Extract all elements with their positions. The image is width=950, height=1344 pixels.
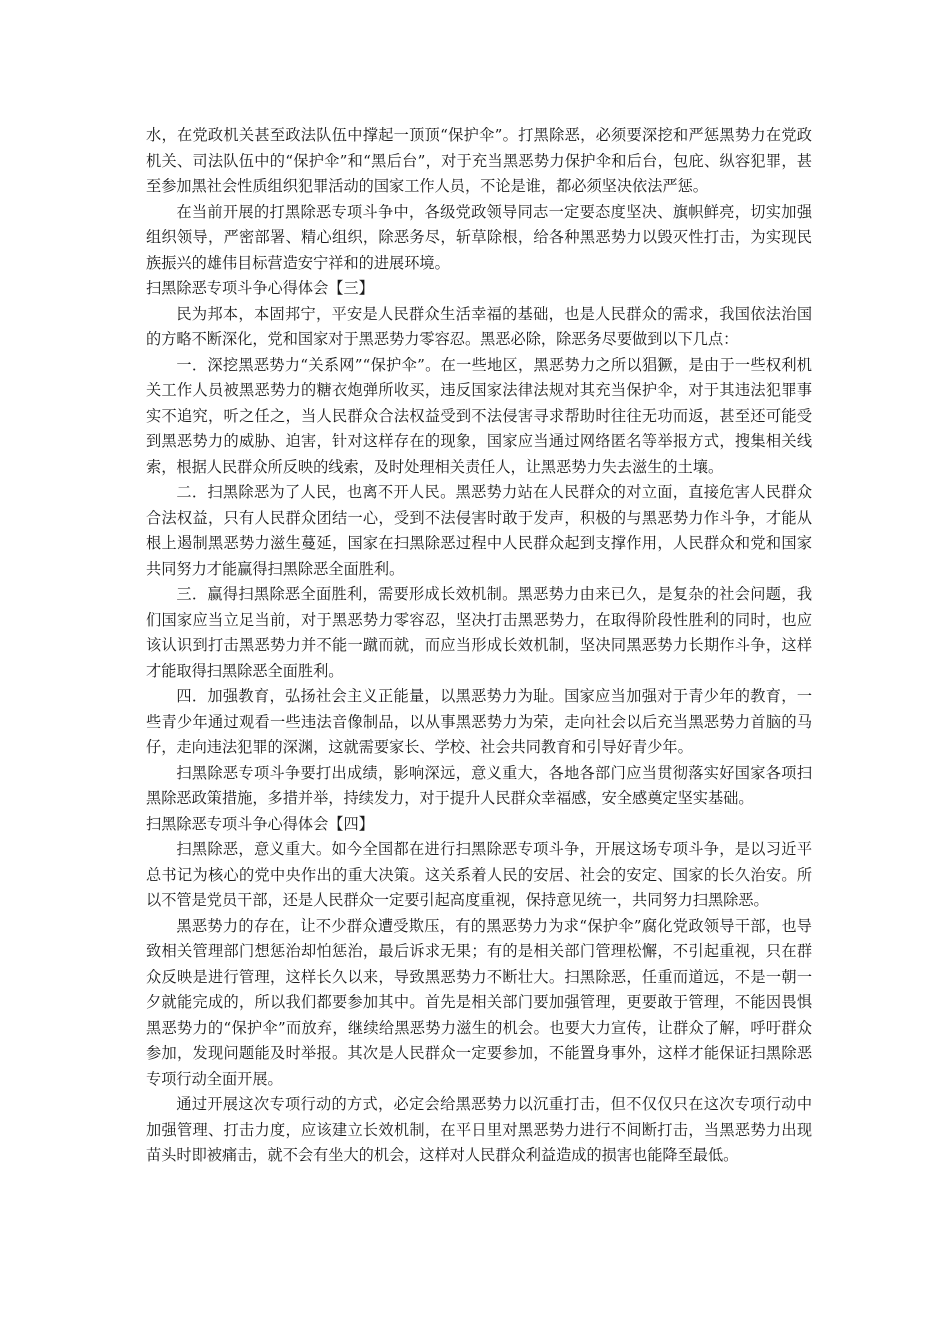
paragraph-conclusion: 扫黑除恶专项斗争要打出成绩，影响深远，意义重大，各地各部门应当贯彻落实好国家各项扫黑除恶政策措施，多措并举，持续发力，对于提升人民群众幸福感，安全感奠定坚实基础。 [146,763,812,807]
paragraph: 在当前开展的打黑除恶专项斗争中，各级党政领导同志一定要态度坚决、旗帜鲜亮，切实加强组织领导，严密部署、精心组织，除恶务尽，斩草除根，给各种黑恶势力以毁灭性打击，为实现民族振兴的雄伟目标营造安宁祥和的进展环境。 [146,202,812,272]
paragraph-point-four: 四．加强教育，弘扬社会主义正能量，以黑恶势力为耻。国家应当加强对于青少年的教育，一些青少年通过观看一些违法音像制品，以从事黑恶势力为荣，走向社会以后充当黑恶势力首脑的马仔，走向违法犯罪的深渊，这就需要家长、学校、社会共同教育和引导好青少年。 [146,687,812,756]
paragraph-point-one: 一．深挖黑恶势力“关系网”“保护伞”。在一些地区，黑恶势力之所以猖獗，是由于一些权利机关工作人员被黑恶势力的糖衣炮弹所收买，违反国家法律法规对其充当保护伞，对于其违法犯罪事实不追究，听之任之，当人民群众合法权益受到不法侵害寻求帮助时往往无功而返，甚至还可能受到黑恶势力的威胁、迫害，针对这样存在的现象，国家应当通过网络匿名等举报方式，搜集相关线索，根据人民群众所反映的线索，及时处理相关责任人，让黑恶势力失去滋生的土壤。 [146,355,812,476]
paragraph-point-three: 三．赢得扫黑除恶全面胜利，需要形成长效机制。黑恶势力由来已久，是复杂的社会问题，我们国家应当立足当前，对于黑恶势力零容忍，坚决打击黑恶势力，在取得阶段性胜利的同时，也应该认识到打击黑恶势力并不能一蹴而就，而应当形成长效机制，坚决同黑恶势力长期作斗争，这样才能取得扫黑除恶全面胜利。 [146,585,812,680]
paragraph-continuation: 水，在党政机关甚至政法队伍中撑起一顶顶“保护伞”。打黑除恶，必须要深挖和严惩黑势力在党政机关、司法队伍中的“保护伞”和“黑后台”，对于充当黑恶势力保护伞和后台，包庇、纵容犯罪，甚至参加黑社会性质组织犯罪活动的国家工作人员，不论是谁，都必须坚决依法严惩。 [146,126,812,195]
paragraph: 通过开展这次专项行动的方式，必定会给黑恶势力以沉重打击，但不仅仅只在这次专项行动中加强管理、打击力度，应该建立长效机制，在平日里对黑恶势力进行不间断打击，当黑恶势力出现苗头时即被痛击，就不会有坐大的机会，这样对人民群众利益造成的损害也能降至最低。 [146,1095,812,1164]
paragraph: 扫黑除恶，意义重大。如今全国都在进行扫黑除恶专项斗争，开展这场专项斗争，是以习近平总书记为核心的党中央作出的重大决策。这关系着人民的安居、社会的安定、国家的长久治安。所以不管是党员干部，还是人民群众一定要引起高度重视，保持意见统一，共同努力扫黑除恶。 [146,840,812,909]
paragraph: 民为邦本，本固邦宁，平安是人民群众生活幸福的基础，也是人民群众的需求，我国依法治国的方略不断深化，党和国家对于黑恶势力零容忍。黑恶必除，除恶务尽要做到以下几点： [146,304,812,348]
paragraph: 黑恶势力的存在，让不少群众遭受欺压，有的黑恶势力为求“保护伞”腐化党政领导干部，也导致相关管理部门想惩治却怕惩治，最后诉求无果；有的是相关部门管理松懈，不引起重视，只在群众反映是进行管理，这样长久以来，导致黑恶势力不断壮大。扫黑除恶，任重而道远，不是一朝一夕就能完成的，所以我们都要参加其中。首先是相关部门要加强管理，更要敢于管理，不能因畏惧黑恶势力的“保护伞”而放弃，继续给黑恶势力滋生的机会。也要大力宣传，让群众了解，呼吁群众参加，发现问题能及时举报。其次是人民群众一定要参加，不能置身事外，这样才能保证扫黑除恶专项行动全面开展。 [146,916,812,1088]
section-heading-three: 扫黑除恶专项斗争心得体会【三】 [146,279,374,297]
section-heading-four: 扫黑除恶专项斗争心得体会【四】 [146,814,374,833]
document-body [146,123,812,1169]
paragraph-point-two: 二．扫黑除恶为了人民，也离不开人民。黑恶势力站在人民群众的对立面，直接危害人民群众合法权益，只有人民群众团结一心，受到不法侵害时敢于发声，积极的与黑恶势力作斗争，才能从根上遏制黑恶势力滋生蔓延，国家在扫黑除恶过程中人民群众起到支撑作用，人民群众和党和国家共同努力才能赢得扫黑除恶全面胜利。 [146,483,812,578]
